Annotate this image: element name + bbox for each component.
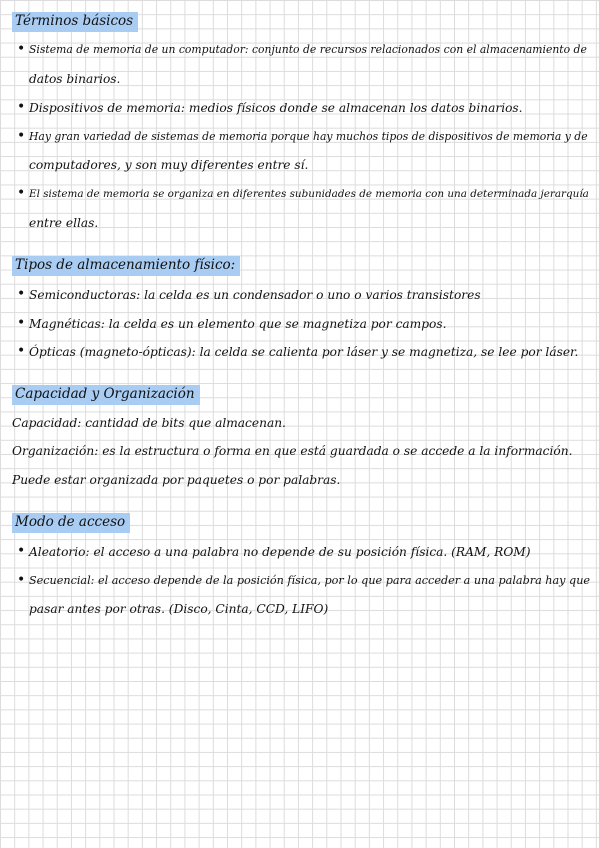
bullet-text: El sistema de memoria se organiza en diferentes subunidades de memoria con una determinada jerarquía — [29, 188, 589, 200]
bullet-text-continuation: computadores, y son muy diferentes entre sí. — [29, 158, 309, 172]
bullet-marker: • — [17, 572, 26, 588]
bullet-marker: • — [17, 286, 26, 302]
bullet-text: Hay gran variedad de sistemas de memoria porque hay muchos tipos de dispositivos de memoria y de — [29, 130, 588, 143]
bullet-text: Semiconductoras: la celda es un condensador o uno o varios transistores — [29, 288, 481, 302]
bullet-text: Ópticas (magneto-ópticas): la celda se calienta por láser y se magnetiza, se lee por láser. — [29, 345, 579, 359]
bullet-marker: • — [17, 315, 26, 331]
bullet-marker: • — [17, 343, 26, 359]
bullet-marker: • — [17, 99, 26, 115]
bullet-text: Aleatorio: el acceso a una palabra no depende de su posición física. (RAM, ROM) — [29, 545, 531, 559]
bullet-marker: • — [17, 543, 26, 559]
paragraph-line: Puede estar organizada por paquetes o por palabras. — [12, 473, 341, 487]
section-heading-tipos-almacenamiento: Tipos de almacenamiento físico: — [12, 256, 240, 276]
bullet-text: Magnéticas: la celda es un elemento que se magnetiza por campos. — [29, 317, 447, 331]
paragraph-line: Organización: es la estructura o forma en que está guardada o se accede a la información. — [12, 444, 573, 458]
bullet-text: Secuencial: el acceso depende de la posición física, por lo que para acceder a una palabra hay que — [29, 574, 591, 587]
bullet-marker: • — [17, 128, 26, 144]
bullet-text-continuation: datos binarios. — [29, 72, 121, 86]
section-heading-modo-acceso: Modo de acceso — [12, 513, 130, 533]
bullet-text: Sistema de memoria de un computador: conjunto de recursos relacionados con el almacenamiento de — [29, 43, 587, 56]
bullet-text-continuation: pasar antes por otras. (Disco, Cinta, CCD, LIFO) — [29, 602, 329, 616]
bullet-marker: • — [17, 185, 26, 201]
section-heading-terminos-basicos: Términos básicos — [12, 12, 138, 32]
bullet-marker: • — [17, 41, 26, 57]
section-heading-capacidad-organizacion: Capacidad y Organización — [12, 385, 200, 405]
bullet-text: Dispositivos de memoria: medios físicos donde se almacenan los datos binarios. — [29, 101, 523, 115]
bullet-text-continuation: entre ellas. — [29, 216, 99, 230]
paragraph-line: Capacidad: cantidad de bits que almacenan. — [12, 416, 286, 430]
